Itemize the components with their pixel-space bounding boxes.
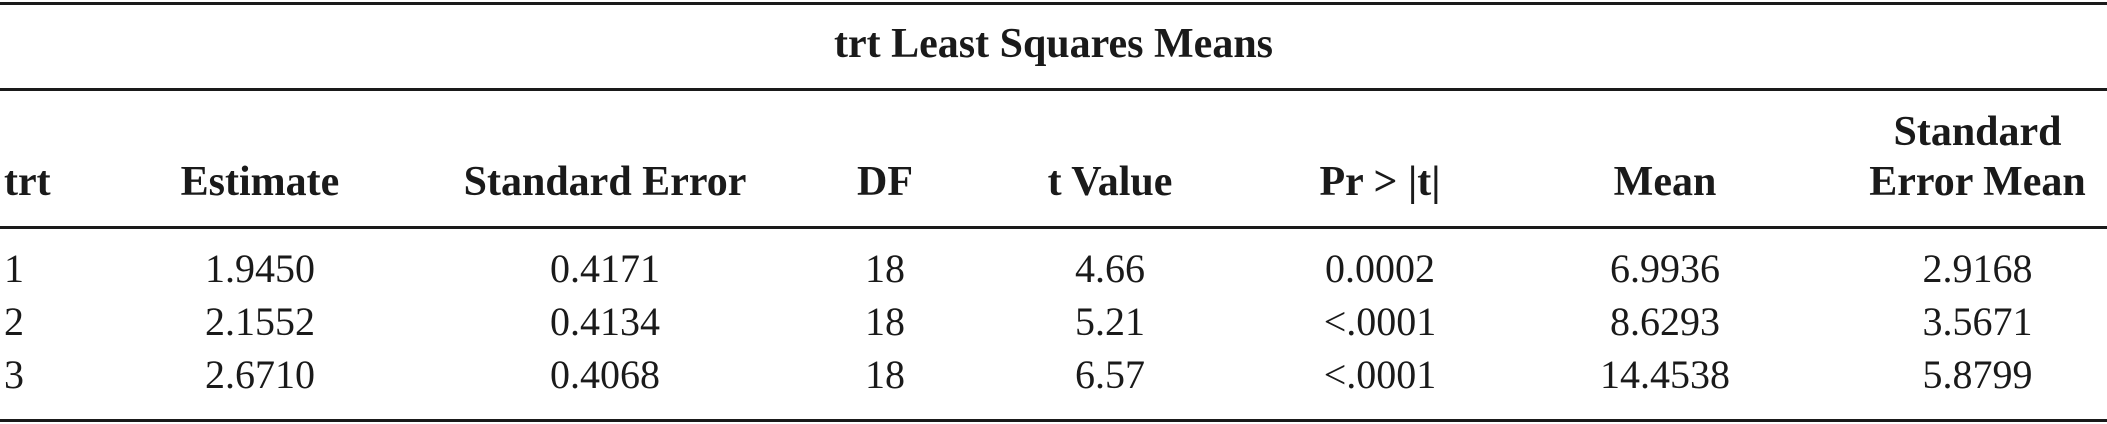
row3-mean: 14.4538 (1600, 352, 1730, 397)
row3-se-mean: 5.8799 (1922, 352, 2033, 397)
row3-estimate: 2.6710 (205, 352, 315, 397)
header-se-mean-line1: Standard (1893, 109, 2062, 155)
row2-pr-t: <.0001 (1323, 299, 1437, 344)
header-t-value: t Value (1047, 159, 1173, 205)
header-standard-error: Standard Error (463, 159, 747, 205)
row1-se-mean: 2.9168 (1922, 246, 2033, 291)
row1-mean: 6.9936 (1610, 246, 1720, 291)
row2-mean: 8.6293 (1610, 299, 1720, 344)
row1-estimate: 1.9450 (205, 246, 315, 291)
header-mean: Mean (1613, 159, 1717, 205)
row2-se-mean: 3.5671 (1922, 299, 2033, 344)
row2-std-error: 0.4134 (550, 299, 660, 344)
row2-df: 18 (865, 299, 905, 344)
row3-t-value: 6.57 (1075, 352, 1145, 397)
header-df: DF (857, 159, 913, 205)
row1-trt: 1 (4, 246, 24, 291)
header-rule (0, 226, 2107, 229)
row2-estimate: 2.1552 (205, 299, 315, 344)
header-estimate: Estimate (180, 159, 340, 205)
row1-pr-t: 0.0002 (1325, 246, 1435, 291)
table-title: trt Least Squares Means (833, 21, 1274, 67)
header-se-mean-line2: Error Mean (1869, 159, 2086, 205)
title-rule (0, 88, 2107, 91)
row3-df: 18 (865, 352, 905, 397)
row3-std-error: 0.4068 (550, 352, 660, 397)
top-rule (0, 2, 2107, 5)
header-trt: trt (4, 159, 51, 205)
row1-std-error: 0.4171 (550, 246, 660, 291)
header-pr-t: Pr > |t| (1319, 159, 1441, 205)
bottom-rule (0, 419, 2107, 422)
row2-t-value: 5.21 (1075, 299, 1145, 344)
row3-pr-t: <.0001 (1323, 352, 1437, 397)
row3-trt: 3 (4, 352, 24, 397)
row1-t-value: 4.66 (1075, 246, 1145, 291)
row2-trt: 2 (4, 299, 24, 344)
row1-df: 18 (865, 246, 905, 291)
